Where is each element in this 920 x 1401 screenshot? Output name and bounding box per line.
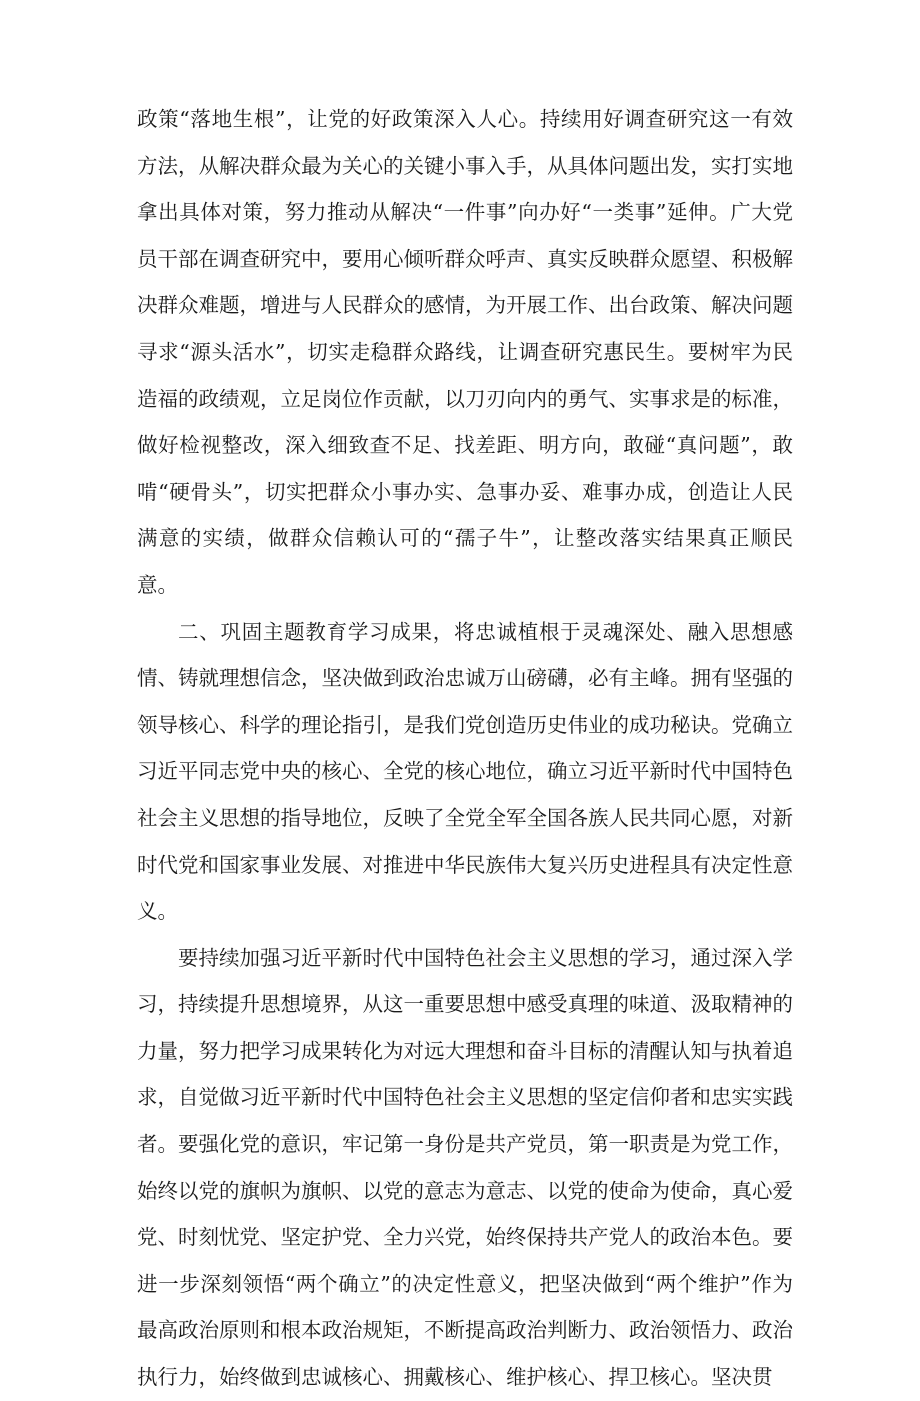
document-body xyxy=(137,96,793,1401)
paragraph-3: 要持续加强习近平新时代中国特色社会主义思想的学习，通过深入学习，持续提升思想境界，从这一重要思想中感受真理的味道、汲取精神的力量，努力把学习成果转化为对远大理想和奋斗目标的清醒认知与执着追求，自觉做习近平新时代中国特色社会主义思想的坚定信仰者和忠实实践者。要强化党的意识，牢记第一身份是共产党员，第一职责是为党工作，始终以党的旗帜为旗帜、以党的意志为意志、以党的使命为使命，真心爱党、时刻忧党、坚定护党、全力兴党，始终保持共产党人的政治本色。要进一步深刻领悟“两个确立”的决定性意义，把坚决做到“两个维护”作为最高政治原则和根本政治规矩，不断提高政治判断力、政治领悟力、政治执行力，始终做到忠诚核心、拥戴核心、维护核心、捍卫核心。坚决贯 xyxy=(137,945,793,1390)
paragraph-1: 政策“落地生根”，让党的好政策深入人心。持续用好调查研究这一有效方法，从解决群众最为关心的关键小事入手，从具体问题出发，实打实地拿出具体对策，努力推动从解决“一件事”向办好“一类事”延伸。广大党员干部在调查研究中，要用心倾听群众呼声、真实反映群众愿望、积极解决群众难题，增进与人民群众的感情，为开展工作、出台政策、解决问题寻求“源头活水”，切实走稳群众路线，让调查研究惠民生。要树牢为民造福的政绩观，立足岗位作贡献，以刀刃向内的勇气、实事求是的标准，做好检视整改，深入细致查不足、找差距、明方向，敢碰“真问题”，敢啃“硬骨头”，切实把群众小事办实、急事办妥、难事办成，创造让人民满意的实绩，做群众信赖认可的“孺子牛”，让整改落实结果真正顺民意。 xyxy=(137,107,793,597)
paragraph-2: 二、巩固主题教育学习成果，将忠诚植根于灵魂深处、融入思想感情、铸就理想信念，坚决做到政治忠诚万山磅礴，必有主峰。拥有坚强的领导核心、科学的理论指引，是我们党创造历史伟业的成功秘诀。党确立习近平同志党中央的核心、全党的核心地位，确立习近平新时代中国特色社会主义思想的指导地位，反映了全党全军全国各族人民共同心愿，对新时代党和国家事业发展、对推进中华民族伟大复兴历史进程具有决定性意义。 xyxy=(137,619,793,924)
